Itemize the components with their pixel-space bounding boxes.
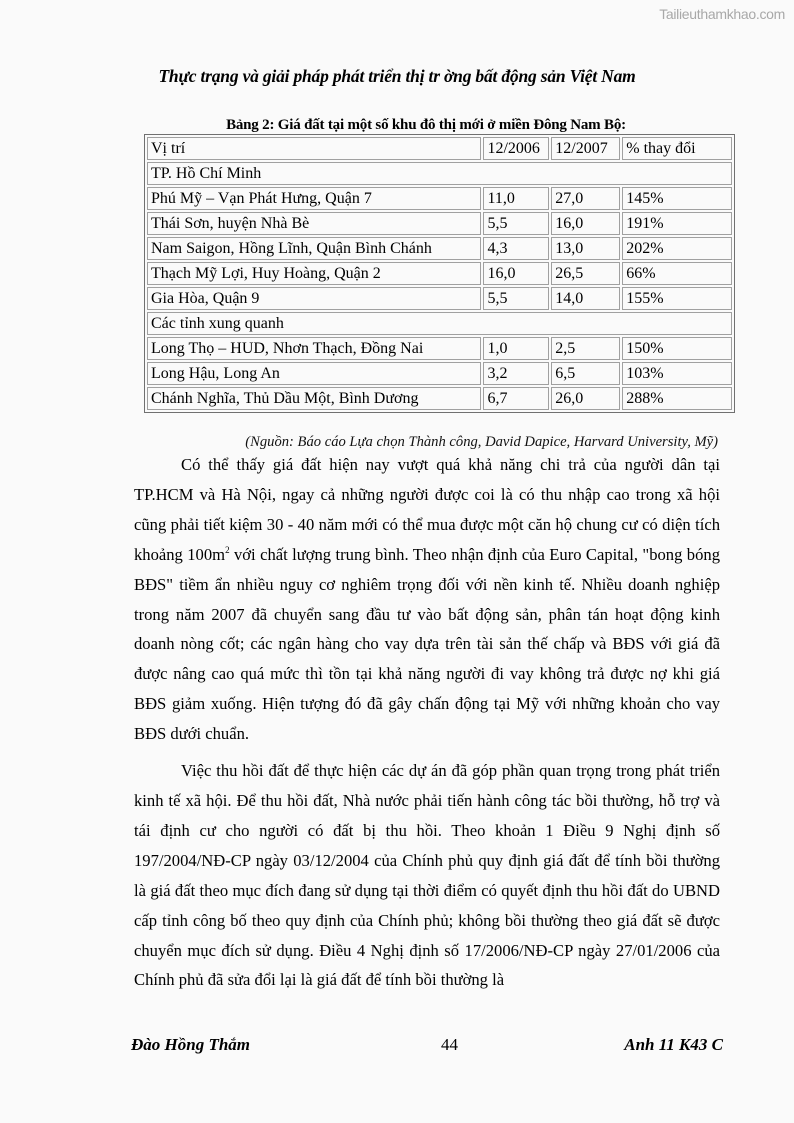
group-row [147, 162, 732, 185]
cell-2007: 26,5 [551, 262, 620, 285]
superscript: 2 [225, 544, 230, 555]
cell-location: Long Hậu, Long An [147, 362, 481, 385]
table-header-row [147, 137, 732, 160]
paragraph-1-part-a: Có thể thấy giá đất hiện nay vượt quá khả năng chi trả của người dân tại TP.HCM và Hà Nội, ngay cả những người được coi là có thu nhập cao trong xã hội cũng phải tiết kiệm 30 - 40 năm mới có thể mua được một căn hộ chung cư có diện tích khoảng 100m [134, 455, 720, 564]
table-source-note: (Nguồn: Báo cáo Lựa chọn Thành công, David Dapice, Harvard University, Mỹ) [245, 434, 718, 450]
paragraph-2: Việc thu hồi đất để thực hiện các dự án đã góp phần quan trọng trong phát triển kinh tế xã hội. Để thu hồi đất, Nhà nước phải tiến hành công tác bồi thường, hỗ trợ và tái định cư cho người có đất bị thu hồi. Theo khoản 1 Điều 9 Nghị định số 197/2004/NĐ-CP ngày 03/12/2004 của Chính phủ quy định giá đất để tính bồi thường là giá đất theo mục đích đang sử dụng tại thời điểm có quyết định thu hồi đất do UBND cấp tỉnh công bố theo quy định của Chính phủ; không bồi thường theo giá đất sẽ được chuyển mục đích sử dụng. Điều 4 Nghị định số 17/2006/NĐ-CP ngày 27/01/2006 của Chính phủ đã sửa đổi lại là giá đất để tính bồi thường là [134, 761, 720, 990]
table-row [147, 337, 732, 360]
page-number: 44 [441, 1035, 458, 1054]
paragraph-1 [134, 450, 720, 749]
cell-location: Thạch Mỹ Lợi, Huy Hoàng, Quận 2 [147, 262, 481, 285]
table-row [147, 362, 732, 385]
footer-class-code: Anh 11 K43 C [624, 1035, 723, 1054]
cell-location: Phú Mỹ – Vạn Phát Hưng, Quận 7 [147, 187, 481, 210]
table-row [147, 262, 732, 285]
column-header-change: % thay đổi [622, 137, 732, 160]
cell-location: Nam Saigon, Hồng Lĩnh, Quận Bình Chánh [147, 237, 481, 260]
cell-location: Gia Hòa, Quận 9 [147, 287, 481, 310]
cell-location: Chánh Nghĩa, Thủ Dầu Một, Bình Dương [147, 387, 481, 410]
cell-change: 155% [622, 287, 732, 310]
footer-author: Đào Hồng Thắm [131, 1035, 251, 1054]
cell-location: Long Thọ – HUD, Nhơn Thạch, Đồng Nai [147, 337, 481, 360]
column-header-2006: 12/2006 [483, 137, 549, 160]
cell-change: 145% [622, 187, 732, 210]
table-row [147, 187, 732, 210]
cell-2006: 3,2 [483, 362, 549, 385]
cell-change: 288% [622, 387, 732, 410]
cell-2007: 16,0 [551, 212, 620, 235]
cell-2006: 6,7 [483, 387, 549, 410]
table-row [147, 287, 732, 310]
page-footer [131, 1035, 723, 1057]
cell-2006: 1,0 [483, 337, 549, 360]
watermark: Tailieuthamkhao.com [659, 6, 785, 22]
cell-2007: 14,0 [551, 287, 620, 310]
column-header-location: Vị trí [147, 137, 481, 160]
cell-change: 66% [622, 262, 732, 285]
cell-change: 103% [622, 362, 732, 385]
cell-2007: 13,0 [551, 237, 620, 260]
cell-2006: 5,5 [483, 287, 549, 310]
table-row [147, 387, 732, 410]
table-caption: Bảng 2: Giá đất tại một số khu đô thị mới ở miền Đông Nam Bộ: [226, 117, 626, 133]
cell-change: 191% [622, 212, 732, 235]
running-title: Thực trạng và giải pháp phát triển thị tr ờng bất động sản Việt Nam [158, 66, 636, 86]
cell-2007: 26,0 [551, 387, 620, 410]
group-row [147, 312, 732, 335]
cell-2006: 4,3 [483, 237, 549, 260]
column-header-2007: 12/2007 [551, 137, 620, 160]
cell-location: Thái Sơn, huyện Nhà Bè [147, 212, 481, 235]
cell-2007: 2,5 [551, 337, 620, 360]
paragraph-1-part-b: với chất lượng trung bình. Theo nhận định của Euro Capital, "bong bóng BĐS" tiềm ẩn nhiều nguy cơ nghiêm trọng đối với nền kinh tế. Nhiều doanh nghiệp trong năm 2007 đã chuyển sang đầu tư vào bất động sản, phân tán hoạt động kinh doanh nòng cốt; các ngân hàng cho vay dựa trên tài sản thế chấp và BĐS với giá đã được nâng cao quá mức thì tồn tại khả năng người đi vay không trả được nợ khi giá BĐS giảm xuống. Hiện tượng đó đã gây chấn động tại Mỹ với những khoản cho vay BĐS dưới chuẩn. [134, 544, 720, 744]
body-text [134, 450, 720, 995]
cell-2006: 11,0 [483, 187, 549, 210]
group-label-hcmc: TP. Hồ Chí Minh [147, 162, 732, 185]
cell-2007: 6,5 [551, 362, 620, 385]
table-row [147, 237, 732, 260]
table-row [147, 212, 732, 235]
cell-change: 150% [622, 337, 732, 360]
cell-2006: 5,5 [483, 212, 549, 235]
group-label-surrounding: Các tỉnh xung quanh [147, 312, 732, 335]
cell-change: 202% [622, 237, 732, 260]
cell-2006: 16,0 [483, 262, 549, 285]
land-price-table [144, 134, 735, 413]
cell-2007: 27,0 [551, 187, 620, 210]
